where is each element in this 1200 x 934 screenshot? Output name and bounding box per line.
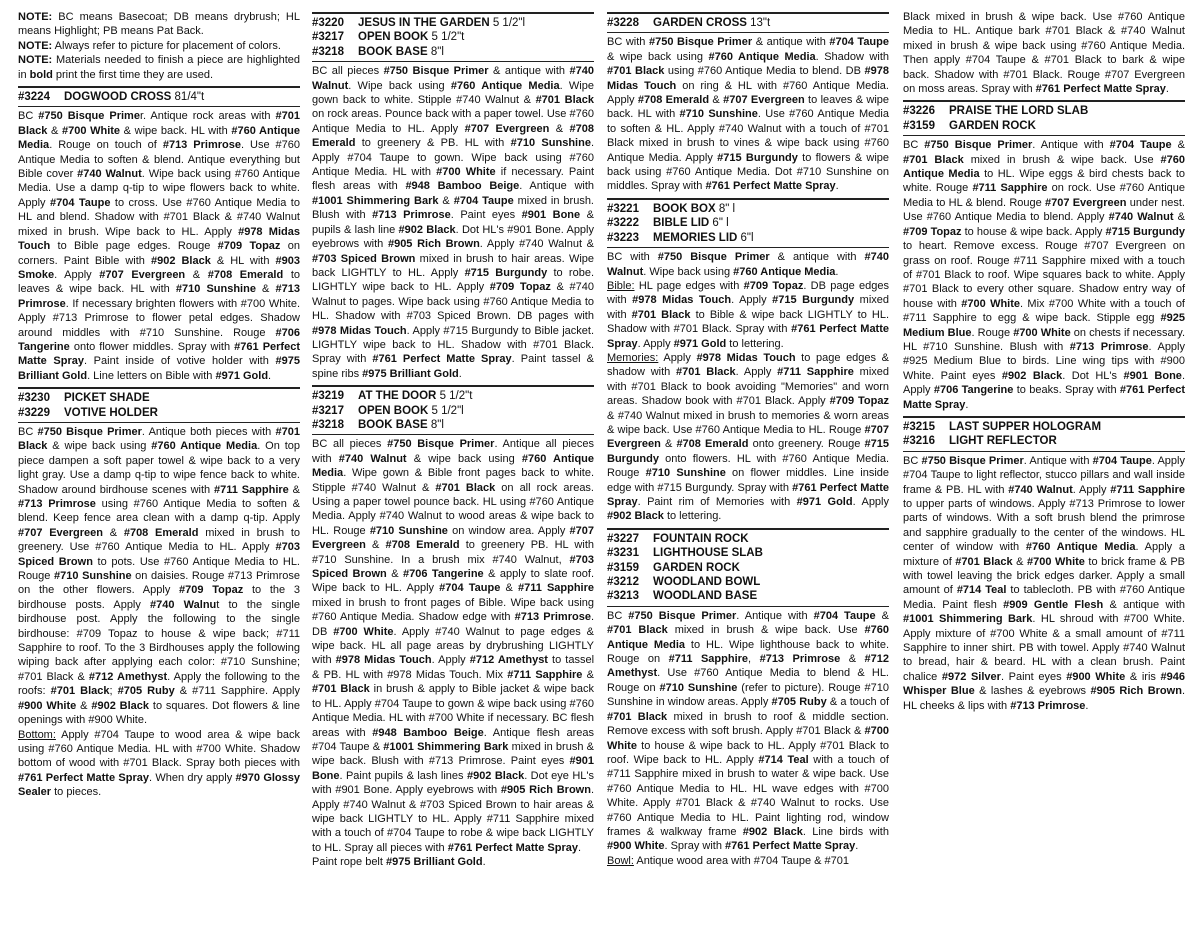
- section-cont: [903, 10, 1185, 96]
- product-name: PRAISE THE LORD SLAB: [949, 105, 1089, 118]
- product-size: 81/4"t: [171, 91, 205, 104]
- section-3215: [903, 416, 1185, 713]
- product-name: OPEN BOOK: [358, 31, 429, 44]
- product-line: [18, 406, 300, 420]
- product-name: AT THE DOOR: [358, 390, 437, 403]
- instruction-paragraph: BC all pieces #750 Bisque Primer & antique with #740 Walnut. Wipe back using #760 Antique Media. Wipe gown back to white. Stipple #740 Walnut & #701 Black on rock areas. Pounce back with a paper towel. Use #760 Antique Media to HL. Apply #707 Evergreen & #708 Emerald to greenery & PB. HL with #710 Sunshine. Apply #704 Taupe to gown. Wipe back using #760 Antique Media. HL with #700 White if necessary. Paint flesh areas with #948 Bamboo Beige. Antique with #1001 Shimmering Bark & #704 Taupe mixed in brush. Blush with #713 Primrose. Paint eyes #901 Bone & pupils & lash line #902 Black. Dot HL's #901 Bone. Apply eyebrows with #905 Rich Brown. Apply #740 Walnut & #703 Spiced Brown mixed in brush to hair areas. Wipe back LIGHTLY to HL. Apply #715 Burgundy to robe. LIGHTLY wipe back to HL. Apply #709 Topaz & #740 Walnut to pages. Wipe back using #760 Antique Media to HL. Shadow with #703 Spiced Brown. DB pages with #978 Midas Touch. Apply #715 Burgundy to Bible jacket. LIGHTLY wipe back to HL. Shadow with #701 Black. Spray with #761 Perfect Matte Spray. Paint tassel & spine ribs #975 Brilliant Gold.: [312, 65, 595, 380]
- section-header: [607, 12, 889, 30]
- instruction-paragraph: BC #750 Bisque Primer. Antique with #704 Taupe. Apply #704 Taupe to light reflector, stucco pillars and wall inside frame & PB. HL with #740 Walnut. Apply #711 Sapphire to upper parts of windows. Apply #713 Primrose to lower parts of windows. With a soft brush blend the primrose and sapphire gradually to the center of the windows. HL center of window with #760 Antique Media. Apply a mixture of #701 Black & #700 White to brick frame & PB with towel leaving the brick edges darker. Apply a small amount of #714 Teal to tablecloth. PB with #760 Antique Media. Paint flesh #909 Gentle Flesh & antique with #1001 Shimmering Bark. HL shroud with #700 White. Apply mixture of #700 White & a small amount of #711 Sapphire to inner shirt. PB with towel. Apply #740 Walnut to bread, hair & beard. HL with a clean brush. Paint chalice #972 Silver. Paint eyes #900 White & iris #946 Whisper Blue & lashes & eyebrows #905 Rich Brown. HL cheeks & lips with #713 Primrose.: [903, 454, 1186, 712]
- section-3220: [312, 12, 594, 381]
- product-name: WOODLAND BOWL: [653, 576, 761, 589]
- product-name: VOTIVE HOLDER: [64, 406, 158, 419]
- product-number: #3218: [312, 45, 344, 58]
- product-line: [312, 404, 594, 418]
- note-line: NOTE: Materials needed to finish a piece are highlighted in bold print the first time they are used.: [18, 54, 300, 81]
- instruction-paragraph: Paint rope belt #975 Brilliant Gold.: [312, 856, 486, 869]
- product-number: #3219: [312, 390, 344, 403]
- product-line: [607, 561, 889, 575]
- product-line: [607, 16, 889, 30]
- instruction-paragraph: BC #750 Bisque Primer. Antique with #704 Taupe & #701 Black mixed in brush & wipe back. Use #760 Antique Media to HL. Wipe lighthouse back to white. Rouge on #711 Sapphire, #713 Primrose & #712 Amethyst. Use #760 Antique Media to blend & HL. Rouge on #710 Sunshine (refer to picture). Rouge #710 Sunshine in window areas. Apply #705 Ruby & a touch of #701 Black mixed in brush to roof & middle section. Remove excess with soft brush. Apply #701 Black & #700 White to house & wipe back to HL. Apply #701 Black to roof. Wipe back to HL. Apply #714 Teal with a touch of #711 Sapphire mixed in brush to water & wipe back. Use #760 Antique Media to HL. HL wave edges with #700 White. Apply #701 Black & #740 Walnut to rocks. Use #760 Antique Media to HL. Paint lighting rod, window frames & walkway frame #902 Black. Line birds with #900 White. Spray with #761 Perfect Matte Spray.: [607, 609, 890, 853]
- instructions: [312, 64, 594, 381]
- section-header: [903, 416, 1185, 449]
- product-name: GARDEN ROCK: [653, 561, 740, 574]
- product-line: [607, 532, 889, 546]
- instruction-paragraph: Bottom: Apply #704 Taupe to wood area & wipe back using #760 Antique Media. HL with #700 White. Shadow bottom of wood with #701 Black. Spray both pieces with #761 Perfect Matte Spray. When dry apply #970 Glossy Sealer to pieces.: [18, 728, 301, 799]
- section-3219: [312, 385, 594, 869]
- product-line: [18, 90, 300, 104]
- product-line: [903, 434, 1185, 448]
- section-3228: [607, 12, 889, 194]
- product-line: [607, 202, 889, 216]
- product-size: 8"l: [427, 418, 444, 431]
- section-3226: [903, 100, 1185, 412]
- instruction-paragraph: Memories: Apply #978 Midas Touch to page edges & shadow with #701 Black. Apply #711 Sapphire mixed with #701 Black to book avoiding "Memories" and worn areas. Shadow book with #701 Black. Apply #709 Topaz & #740 Walnut mixed in brush to memories & worn areas & wipe back. Use #760 Antique Media to HL. Rouge #707 Evergreen & #708 Emerald onto greenery. Rouge #715 Burgundy onto flowers. HL with #760 Antique Media. Rouge #710 Sunshine on flower middles. Line inside edge with #715 Burgundy. Spray with #761 Perfect Matte Spray. Paint rim of Memories with #971 Gold. Apply #902 Black to lettering.: [607, 351, 890, 523]
- section-header: [903, 100, 1185, 133]
- product-name: LIGHTHOUSE SLAB: [653, 547, 763, 560]
- instruction-paragraph: BC #750 Bisque Primer. Antique both pieces with #701 Black & wipe back using #760 Antique Media. On top piece dampen a soft paper towel & wipe back to a very light gray. Use a damp q-tip to wipe fence back to white. Shadow around birdhouse scenes with #711 Sapphire & #713 Primrose using #760 Antique Media to soften & blend. Keep fence area clean with a damp q-tip. Apply #707 Evergreen & #708 Emerald mixed in brush to greenery. Use #760 Antique Media to HL. Apply #703 Spiced Brown to pots. Use #760 Antique Media to HL. Rouge #710 Sunshine on daisies. Rouge #713 Primrose on the other flowers. Apply #709 Topaz to the 3 birdhouse posts. Apply #740 Walnut to the single birdhouse post. Apply the following to the single birdhouse: #709 Topaz to house & wipe back; #711 Sapphire to roof. To the 3 Birdhouses apply the following wiping back after applying each color: #710 Sunshine; #701 Black & #712 Amethyst. Apply the following to the roofs: #701 Black; #705 Ruby & #711 Sapphire. Apply #900 White & #902 Black to squares. Dot flowers & line openings with #900 White.: [18, 425, 300, 727]
- section-header: [18, 387, 300, 420]
- product-size: 5 1/2"l: [489, 17, 526, 29]
- instruction-paragraph: BC with #750 Bisque Primer & antique with #704 Taupe & wipe back using #760 Antique Media. Shadow with #701 Black using #760 Antique Media to blend. DB #978 Midas Touch on ring & HL with #760 Antique Media. Apply #708 Emerald & #707 Evergreen to leaves & wipe back. HL with #710 Sunshine. Use #760 Antique Media to soften & HL. Apply #740 Walnut with a touch of #701 Black mixed in brush to vines & wipe back using #760 Antique Media. Apply #715 Burgundy to flowers & wipe back using #760 Antique Media. Dot #710 Sunshine on middles. Spray with #761 Perfect Matte Spray.: [607, 36, 890, 193]
- instruction-paragraph: BC #750 Bisque Primer. Antique with #704 Taupe & #701 Black mixed in brush & wipe back. Use #760 Antique Media to HL. Wipe eggs & bird chests back to white. Rouge #711 Sapphire on rock. Use #760 Antique Media to HL & blend. Rouge #707 Evergreen under nest. Use #760 Antique Media to blend. Apply #740 Walnut & #709 Topaz to house & wipe back. Apply #715 Burgundy to heart. Remove excess. Rouge #707 Evergreen on grass on roof. Rouge #711 Sapphire mixed with a touch of #701 Black to roof. Wipe squares back to white. Apply #701 Black to every other square. Shadow entry way of house with #700 White. Mix #700 White with a touch of #711 Sapphire to egg & wipe back. Stipple egg #925 Medium Blue. Rouge #700 White on chests if necessary. HL #710 Sunshine. Blush with #713 Primrose. Apply #925 Medium Blue to birds. Line wing tips with #900 White. Paint eyes #902 Black. Dot HL's #901 Bone. Apply #706 Tangerine to beaks. Spray with #761 Perfect Matte Spray.: [903, 139, 1186, 411]
- product-name: LIGHT REFLECTOR: [949, 435, 1057, 448]
- product-number: #3228: [607, 17, 639, 29]
- instructions: [18, 109, 300, 383]
- product-number: #3217: [312, 31, 344, 44]
- product-number: #3217: [312, 404, 344, 417]
- column-1: [18, 10, 300, 802]
- product-size: 5 1/2"t: [436, 390, 473, 403]
- section-3230: [18, 387, 300, 799]
- section-header: [607, 198, 889, 245]
- instructions: [18, 425, 300, 800]
- instruction-paragraph: BC #750 Bisque Primer. Antique rock areas with #701 Black & #700 White & wipe back. HL with #760 Antique Media. Rouge on touch of #713 Primrose. Use #760 Antique Media to soften & blend. Antique everything but Bible cover #740 Walnut. Wipe back using #760 Antique Media. Use a damp q-tip to wipe flowers back to white. Apply #704 Taupe to cross. Use #760 Antique Media to HL and blend. Shadow with #701 Black & #740 Walnut mixed in brush. Wipe back to HL. Apply #978 Midas Touch to Bible page edges. Rouge #709 Topaz on corners. Paint Bible with #902 Black & HL with #903 Smoke. Apply #707 Evergreen & #708 Emerald to leaves & wipe back. HL with #710 Sunshine & #713 Primrose. If necessary brighten flowers with #700 White. Apply #713 Primrose to flower petal edges. Shadow around middles with #710 Sunshine. Rouge #706 Tangerine onto flower middles. Spray with #761 Perfect Matte Spray. Paint inside of votive holder with #975 Brilliant Gold. Line letters on Bible with #971 Gold.: [18, 110, 301, 382]
- product-line: [312, 389, 594, 403]
- product-line: [312, 45, 594, 59]
- product-number: #3223: [607, 231, 639, 244]
- instructions: [607, 609, 889, 868]
- product-name: BOOK BASE: [358, 45, 428, 58]
- product-number: #3226: [903, 105, 935, 118]
- instructions: [903, 10, 1185, 96]
- product-number: #3227: [607, 532, 639, 545]
- product-line: [903, 104, 1185, 118]
- note-line: NOTE: Always refer to picture for placement of colors.: [18, 39, 281, 52]
- product-number: #3218: [312, 418, 344, 431]
- product-name: MEMORIES LID: [653, 231, 738, 244]
- product-name: OPEN BOOK: [358, 404, 429, 417]
- product-number: #3221: [607, 202, 639, 215]
- instruction-paragraph: Black mixed in brush & wipe back. Use #760 Antique Media to HL. Antique bark #701 Black & #740 Walnut mixed in brush & wipe back using #760 Antique Media. Then apply #704 Taupe & #701 Black to bark & wipe back. Shadow with #701 Black. Rouge #707 Evergreen on moss areas. Spray with #761 Perfect Matte Spray.: [903, 11, 1185, 96]
- product-size: 8"l: [427, 45, 444, 58]
- note-line: NOTE: BC means Basecoat; DB means drybrush; HL means Highlight; PB means Pat Back.: [18, 11, 300, 38]
- product-number: #3231: [607, 547, 639, 560]
- notes-block: [18, 10, 300, 82]
- instruction-paragraph: BC all pieces #750 Bisque Primer. Antique all pieces with #740 Walnut & wipe back using #760 Antique Media. Wipe gown & Bible front pages back to white. Stipple #740 Walnut & #701 Black on all rock areas. Using a paper towel pounce back. HL using #760 Antique Media. Apply #740 Walnut to wood areas & wipe back to HL. Rouge #710 Sunshine on window area. Apply #707 Evergreen & #708 Emerald to greenery PB. HL with #710 Sunshine. In a brush mix #740 Walnut, #703 Spiced Brown & #706 Tangerine & apply to slate roof. Wipe back to HL. Apply #704 Taupe & #711 Sapphire mixed in brush to front pages of Bible. Wipe back using #760 Antique Media. Shadow edge with #713 Primrose. DB #700 White. Apply #740 Walnut to page edges & wipe back. HL all page areas by drybrushing LIGHTLY with #978 Midas Touch. Apply #712 Amethyst to tassel & PB. HL with #978 Midas Touch. Mix #711 Sapphire & #701 Black in brush & apply to Bible jacket & wipe back to HL. Apply #704 Taupe to gown & wipe back using #760 Antique Media. HL with #700 White if necessary. BC flesh areas with #948 Bamboo Beige. Antique flesh areas #704 Taupe & #1001 Shimmering Bark mixed in brush & wipe back. Blush with #713 Primrose. Paint eyes #901 Bone. Paint pupils & lash lines #902 Black. Dot eye HL's with #901 Bone. Apply eyebrows with #905 Rich Brown. Apply #740 Walnut & #703 Spiced Brown to hair areas & wipe back LIGHTLY to HL. Apply #711 Sapphire mixed with a touch of #704 Taupe to robe & wipe back LIGHTLY to HL. Spray all pieces with #761 Perfect Matte Spray.: [312, 438, 595, 854]
- product-line: [607, 216, 889, 230]
- product-size: 5 1/2"l: [428, 404, 464, 417]
- product-line: [607, 575, 889, 589]
- product-size: 8" l: [715, 202, 736, 215]
- instruction-paragraph: Bowl: Antique wood area with #704 Taupe & #701: [607, 854, 849, 867]
- product-name: WOODLAND BASE: [653, 590, 758, 603]
- product-name: PICKET SHADE: [64, 392, 150, 405]
- product-line: [607, 546, 889, 560]
- column-2: [312, 10, 594, 872]
- instructions: [312, 437, 594, 869]
- product-name: DOGWOOD CROSS: [64, 91, 172, 104]
- instructions: [903, 138, 1185, 412]
- section-header: [312, 385, 594, 432]
- section-3224: [18, 86, 300, 383]
- product-number: #3224: [18, 91, 50, 104]
- product-name: BOOK BOX: [653, 202, 716, 215]
- product-line: [18, 391, 300, 405]
- product-name: FOUNTAIN ROCK: [653, 532, 749, 545]
- product-number: #3159: [607, 561, 639, 574]
- section-3221: [607, 198, 889, 524]
- product-line: [607, 589, 889, 603]
- instruction-paragraph: BC with #750 Bisque Primer & antique with #740 Walnut. Wipe back using #760 Antique Media.: [607, 251, 889, 278]
- section-header: [607, 528, 889, 604]
- instructions: [903, 454, 1185, 713]
- product-name: GARDEN CROSS: [653, 17, 747, 29]
- product-number: #3220: [312, 17, 344, 29]
- section-header: [18, 86, 300, 104]
- product-number: #3159: [903, 119, 935, 132]
- product-line: [903, 119, 1185, 133]
- product-number: #3230: [18, 392, 50, 405]
- product-name: GARDEN ROCK: [949, 119, 1036, 132]
- column-4: [903, 10, 1185, 715]
- product-name: JESUS IN THE GARDEN: [358, 17, 490, 29]
- section-3227: [607, 528, 889, 868]
- instruction-paragraph: Bible: HL page edges with #709 Topaz. DB page edges with #978 Midas Touch. Apply #715 Burgundy mixed with #701 Black to Bible & wipe back LIGHTLY to HL. Shadow with #701 Black. Spray with #761 Perfect Matte Spray. Apply #971 Gold to lettering.: [607, 279, 890, 350]
- product-size: 6" l: [709, 217, 729, 230]
- product-line: [312, 418, 594, 432]
- product-number: #3212: [607, 576, 639, 589]
- instructions: [607, 35, 889, 193]
- product-line: [607, 231, 889, 245]
- product-line: [312, 30, 594, 44]
- product-number: #3213: [607, 590, 639, 603]
- product-size: 5 1/2"t: [428, 31, 465, 44]
- column-3: [607, 10, 889, 870]
- product-number: #3229: [18, 406, 50, 419]
- product-name: BIBLE LID: [653, 217, 710, 230]
- product-number: #3222: [607, 217, 639, 230]
- section-header: [312, 12, 594, 59]
- product-line: [903, 420, 1185, 434]
- product-name: BOOK BASE: [358, 418, 428, 431]
- product-size: 13"t: [746, 17, 771, 29]
- product-number: #3215: [903, 420, 935, 433]
- instructions: [607, 250, 889, 524]
- product-name: LAST SUPPER HOLOGRAM: [949, 420, 1102, 433]
- product-line: [312, 16, 594, 30]
- product-number: #3216: [903, 435, 935, 448]
- product-size: 6"l: [737, 231, 754, 244]
